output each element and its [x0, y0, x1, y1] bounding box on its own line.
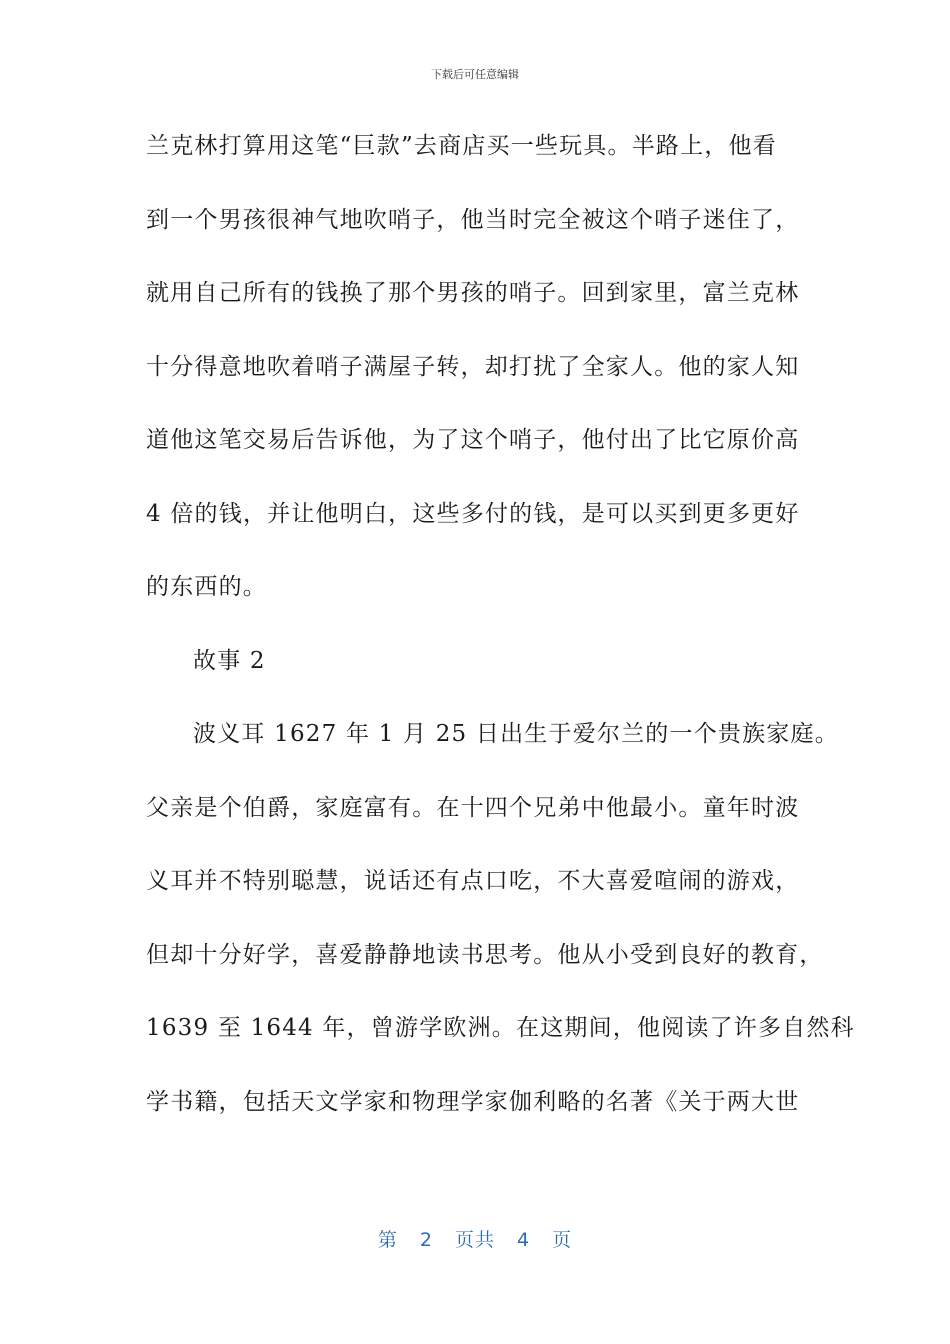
footer-label-di: 第: [377, 1229, 398, 1251]
total-pages-number: 4: [517, 1229, 531, 1251]
text-line: 到一个男孩很神气地吹哨子，他当时完全被这个哨子迷住了，: [146, 206, 800, 233]
text-line: 学书籍，包括天文学家和物理学家伽利略的名著《关于两大世: [146, 1088, 800, 1115]
text-line: 1639 至 1644 年，曾游学欧洲。在这期间，他阅读了许多自然科: [146, 1015, 855, 1041]
header-note: 下载后可任意编辑: [431, 68, 519, 81]
current-page-number: 2: [419, 1229, 433, 1251]
text-line: 波义耳 1627 年 1 月 25 日出生于爱尔兰的一个贵族家庭。: [193, 721, 839, 747]
text-line: 十分得意地吹着哨子满屋子转，却打扰了全家人。他的家人知: [146, 353, 800, 380]
text-line: 4 倍的钱，并让他明白，这些多付的钱，是可以买到更多更好: [146, 500, 800, 527]
body-text: [146, 120, 855, 1149]
text-line: 就用自己所有的钱换了那个男孩的哨子。回到家里，富兰克林: [146, 280, 800, 306]
text-line: 义耳并不特别聪慧，说话还有点口吃，不大喜爱喧闹的游戏，: [146, 868, 800, 894]
page-footer: [0, 1225, 950, 1252]
footer-label-ye: 页: [552, 1229, 573, 1251]
footer-label-ye-gong: 页共: [454, 1229, 495, 1251]
text-line: 的东西的。: [146, 574, 267, 600]
text-line: 父亲是个伯爵，家庭富有。在十四个兄弟中他最小。童年时波: [146, 794, 800, 821]
section-heading: 故事 2: [193, 647, 266, 674]
text-line: 但却十分好学，喜爱静静地读书思考。他从小受到良好的教育，: [146, 941, 824, 968]
text-line: 道他这笔交易后告诉他，为了这个哨子，他付出了比它原价高: [146, 427, 800, 453]
text-line: 兰克林打算用这笔“巨款”去商店买一些玩具。半路上，他看: [146, 133, 777, 159]
